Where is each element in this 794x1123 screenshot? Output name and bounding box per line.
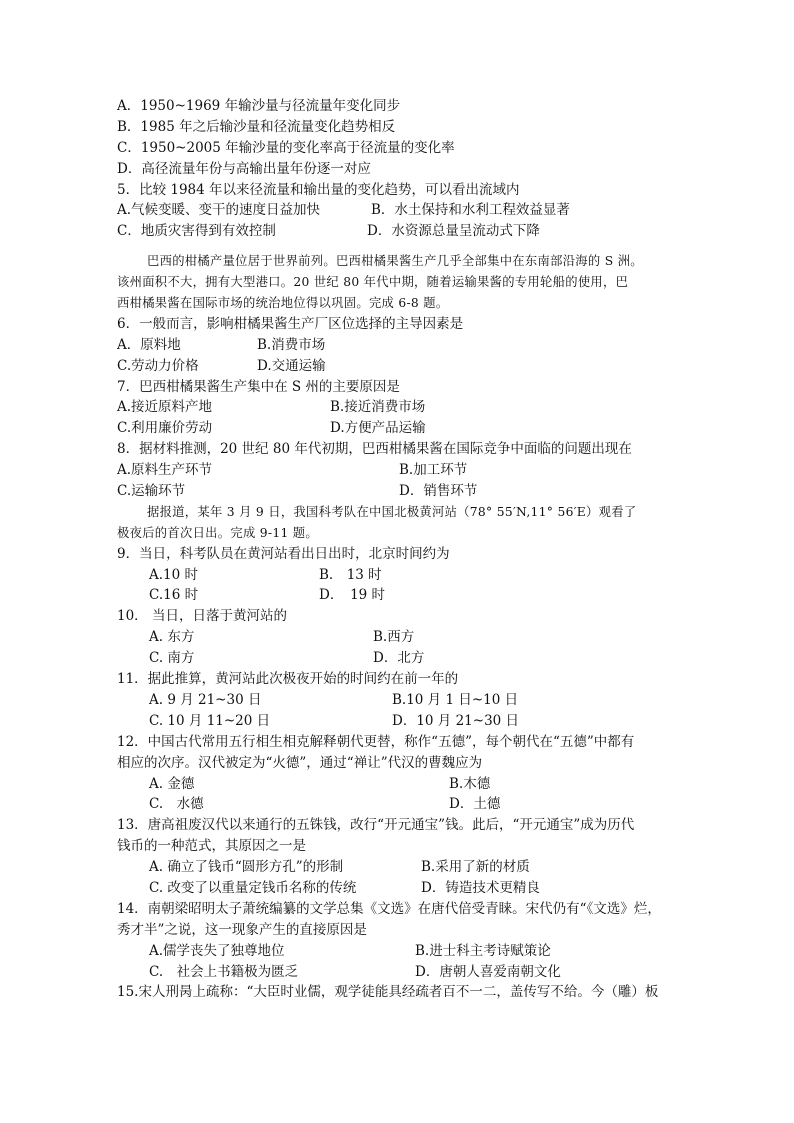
q13-options-row2 bbox=[117, 878, 697, 899]
q8-option-d: D．销售环节 bbox=[399, 483, 478, 500]
q7-options-row2 bbox=[117, 418, 697, 439]
q6-options-row2 bbox=[117, 356, 697, 377]
q10-options-row1 bbox=[117, 627, 697, 648]
q8-stem: 8．据材料推测，20 世纪 80 年代初期，巴西柑橘果酱在国际竞争中面临的问题出现在 bbox=[117, 441, 632, 458]
q6-options-row1 bbox=[117, 335, 697, 356]
q13-options-row1 bbox=[117, 857, 697, 878]
q12-option-c: C. 水德 bbox=[149, 796, 204, 813]
q10-option-b: B.西方 bbox=[373, 629, 415, 646]
q9-option-b: B. 13 时 bbox=[319, 566, 382, 583]
q12-option-d: D．土德 bbox=[449, 796, 501, 813]
q12-option-a: A. 金德 bbox=[149, 775, 195, 792]
q8-option-a: A.原料生产环节 bbox=[117, 462, 213, 479]
q12-options-row2 bbox=[117, 794, 697, 815]
q11-option-b: B.10 月 1 日~10 日 bbox=[392, 691, 519, 708]
q9-options-row2 bbox=[117, 585, 697, 606]
q4-option-b: B．1985 年之后输沙量和径流量变化趋势相反 bbox=[117, 118, 396, 135]
q5-option-a: A.气候变暖、变干的速度日益加快 bbox=[117, 202, 321, 219]
q5-option-d: D．水资源总量呈流动式下降 bbox=[367, 223, 540, 240]
material1-line1: 巴西的柑橘产量位居于世界前列。巴西柑橘果酱生产几乎全部集中在东南部沿海的 S 洲。 bbox=[147, 254, 643, 269]
q13-option-c: C. 改变了以重量定钱币名称的传统 bbox=[149, 879, 357, 896]
q5-options-row2 bbox=[117, 221, 697, 242]
q10-option-d: D．北方 bbox=[373, 650, 425, 667]
q6-option-b: B.消费市场 bbox=[257, 336, 326, 353]
q4-option-c: C．1950~2005 年输沙量的变化率高于径流量的变化率 bbox=[117, 139, 455, 156]
q14-options-row2 bbox=[117, 962, 697, 983]
q6-stem: 6．一般而言，影响柑橘果酱生产厂区位选择的主导因素是 bbox=[117, 315, 464, 332]
q7-option-a: A.接近原料产地 bbox=[117, 399, 213, 416]
q7-stem: 7．巴西柑橘果酱生产集中在 S 州的主要原因是 bbox=[117, 378, 400, 395]
q10-stem: 10． 当日，日落于黄河站的 bbox=[117, 608, 287, 625]
q9-stem: 9．当日，科考队员在黄河站看出日出时，北京时间约为 bbox=[117, 545, 450, 562]
material1-line3: 西柑橘果酱在国际市场的统治地位得以巩固。完成 6-8 题。 bbox=[117, 296, 449, 311]
q12-option-b: B.木德 bbox=[449, 775, 491, 792]
q13-stem-line1: 13．唐高祖废汉代以来通行的五铢钱，改行“开元通宝”钱。此后，“开元通宝”成为历代 bbox=[117, 817, 635, 834]
q12-stem-line2: 相应的次序。汉代被定为“火德”，通过“禅让”代汉的曹魏应为 bbox=[117, 754, 483, 771]
q5-options-row1 bbox=[117, 200, 697, 221]
q8-option-b: B.加工环节 bbox=[399, 462, 468, 479]
q8-options-row2 bbox=[117, 481, 697, 502]
q11-stem: 11．据此推算，黄河站此次极夜开始的时间约在前一年的 bbox=[117, 671, 459, 688]
q13-option-d: D．铸造技术更精良 bbox=[421, 879, 540, 896]
q15-stem: 15.宋人刑昺上疏称：“大臣时业儒，观学徒能具经疏者百不一二，盖传写不给。今（雕）板 bbox=[117, 984, 659, 1001]
q10-option-a: A. 东方 bbox=[149, 629, 195, 646]
q9-options-row1 bbox=[117, 565, 697, 586]
q14-option-d: D．唐朝人喜爱南朝文化 bbox=[415, 963, 561, 980]
q10-options-row2 bbox=[117, 648, 697, 669]
q11-options-row2 bbox=[117, 711, 697, 732]
q11-option-c: C. 10 月 11~20 日 bbox=[149, 712, 271, 729]
q4-option-a: A．1950~1969 年输沙量与径流量年变化同步 bbox=[117, 98, 401, 114]
q11-options-row1 bbox=[117, 690, 697, 711]
q6-option-d: D.交通运输 bbox=[257, 357, 326, 374]
q5-stem: 5．比较 1984 年以来径流量和输出量的变化趋势，可以看出流域内 bbox=[117, 181, 520, 198]
q13-option-a: A. 确立了钱币“圆形方孔”的形制 bbox=[149, 859, 344, 876]
exam-page bbox=[117, 96, 697, 1003]
q14-options-row1 bbox=[117, 941, 697, 962]
q8-options-row1 bbox=[117, 460, 697, 481]
q14-stem-line2: 秀才半”之说，这一现象产生的直接原因是 bbox=[117, 921, 367, 938]
q14-option-b: B.进士科主考诗赋策论 bbox=[415, 942, 551, 959]
q14-option-c: C. 社会上书籍极为匮乏 bbox=[149, 963, 299, 980]
q10-option-c: C. 南方 bbox=[149, 650, 195, 667]
q7-option-c: C.利用廉价劳动 bbox=[117, 420, 213, 437]
q9-option-c: C.16 时 bbox=[149, 587, 199, 604]
q4-option-d: D．高径流量年份与高输出量年份逐一对应 bbox=[117, 160, 371, 177]
q12-stem-line1: 12．中国古代常用五行相生相克解释朝代更替，称作“五德”，每个朝代在“五德”中都有 bbox=[117, 733, 635, 750]
q7-option-d: D.方便产品运输 bbox=[330, 420, 426, 437]
q14-stem-line1: 14．南朝梁昭明太子萧统编纂的文学总集《文选》在唐代倍受青睐。宋代仍有“《文选》烂， bbox=[117, 900, 661, 917]
q6-option-a: A．原料地 bbox=[117, 336, 181, 353]
q7-option-b: B.接近消费市场 bbox=[330, 399, 426, 416]
q14-option-a: A.儒学丧失了独尊地位 bbox=[149, 942, 285, 959]
q8-option-c: C.运输环节 bbox=[117, 483, 186, 500]
q13-option-b: B.采用了新的材质 bbox=[421, 859, 530, 876]
q13-stem-line2: 钱币的一种范式，其原因之一是 bbox=[117, 838, 306, 855]
q5-option-b: B．水土保持和水利工程效益显著 bbox=[371, 202, 570, 219]
q7-options-row1 bbox=[117, 397, 697, 418]
material2-line2: 极夜后的首次日出。完成 9-11 题。 bbox=[117, 525, 319, 540]
q9-option-d: D． 19 时 bbox=[319, 587, 386, 604]
q11-option-a: A. 9 月 21~30 日 bbox=[149, 691, 262, 708]
q6-option-c: C.劳动力价格 bbox=[117, 357, 199, 374]
q5-option-c: C．地质灾害得到有效控制 bbox=[117, 223, 276, 240]
material1-line2: 该州面积不大，拥有大型港口。20 世纪 80 年代中期，随着运输果酱的专用轮船的使用，巴 bbox=[117, 275, 629, 290]
q12-options-row1 bbox=[117, 774, 697, 795]
q11-option-d: D．10 月 21~30 日 bbox=[392, 712, 520, 729]
material2-line1: 据报道，某年 3 月 9 日，我国科考队在中国北极黄河站（78° 55′N,11° 56′E）观看了 bbox=[147, 504, 637, 519]
q9-option-a: A.10 时 bbox=[149, 566, 199, 583]
